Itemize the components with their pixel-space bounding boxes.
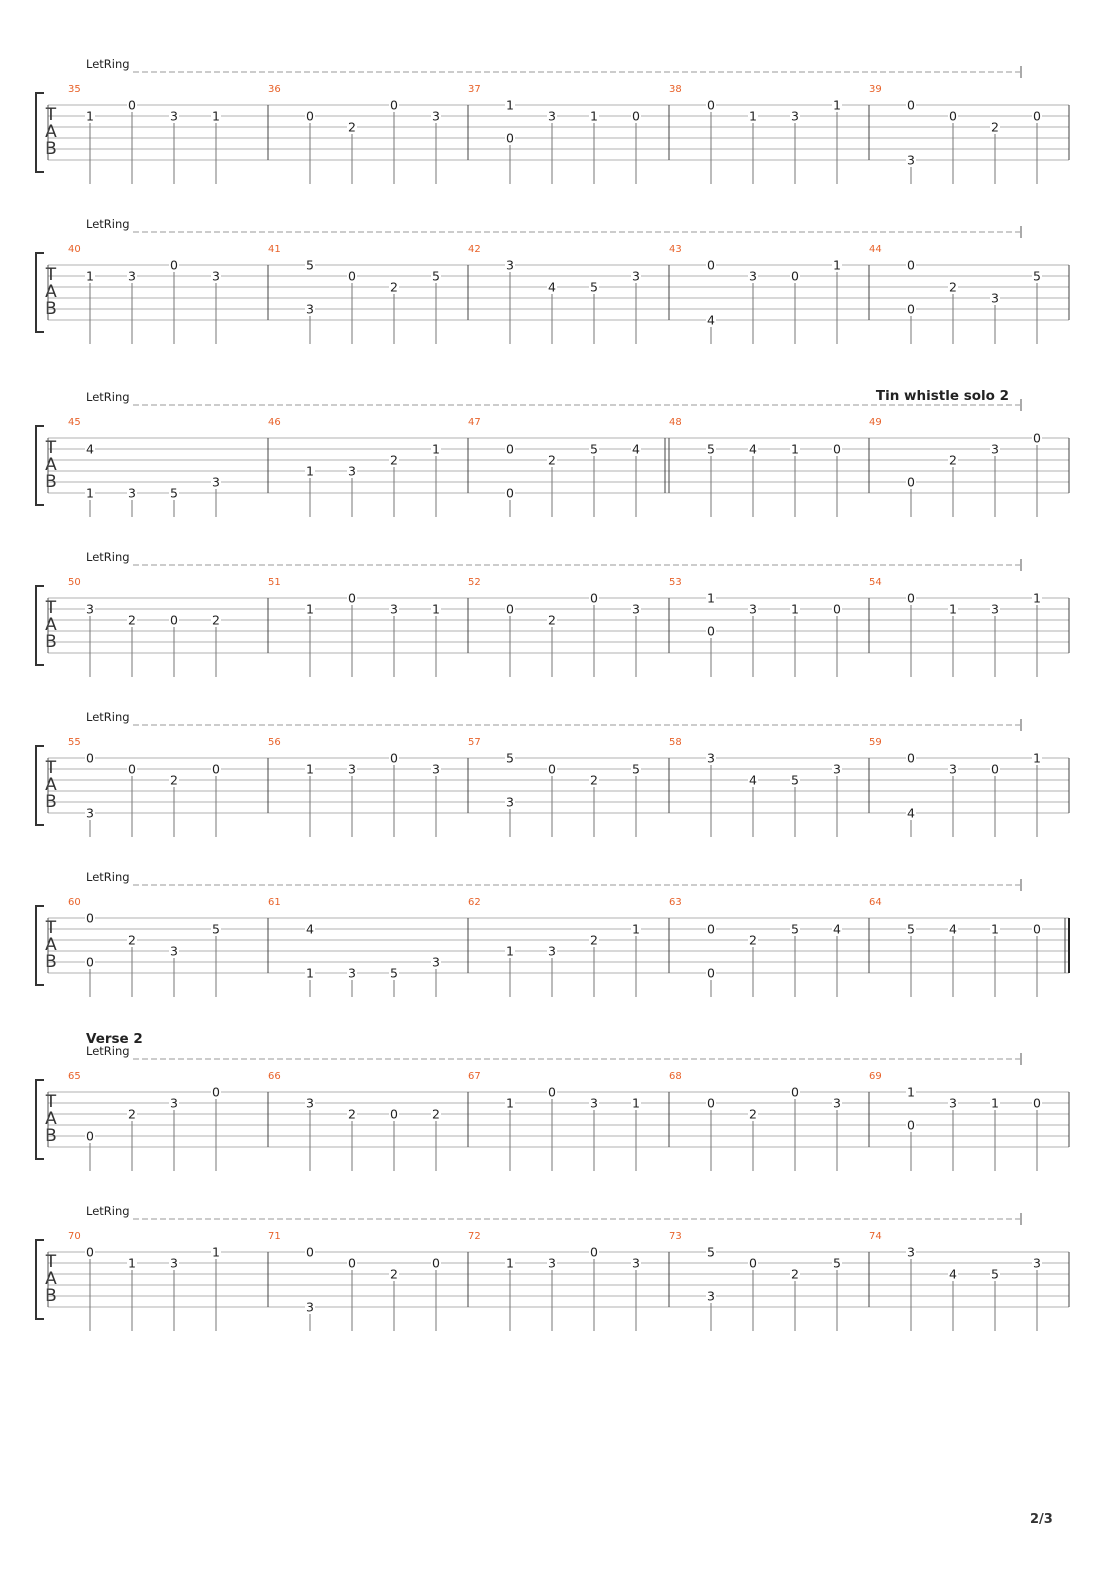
tab-clef-letter: T [45,438,57,458]
measure-number: 45 [68,417,81,428]
fret-number: 1 [991,1095,999,1111]
fret-number: 1 [749,108,757,124]
fret-number: 3 [632,268,640,284]
fret-number: 3 [707,1288,715,1304]
fret-number: 0 [791,1084,799,1100]
fret-number: 2 [170,772,178,788]
staff-brace [36,93,44,172]
fret-number: 0 [86,1128,94,1144]
fret-number: 1 [86,108,94,124]
fret-number: 5 [590,441,598,457]
measure-number: 53 [669,577,682,588]
fret-number: 4 [749,441,757,457]
fret-number: 2 [432,1106,440,1122]
fret-number: 0 [348,590,356,606]
measure-number: 37 [468,84,481,95]
fret-number: 0 [991,761,999,777]
fret-number: 2 [749,932,757,948]
tab-clef-letter: B [45,1126,57,1146]
measure-number: 70 [68,1231,81,1242]
tab-clef-letter: T [45,1092,57,1112]
fret-number: 1 [506,1255,514,1271]
fret-number: 0 [791,268,799,284]
fret-number: 3 [791,108,799,124]
measure-number: 59 [869,737,882,748]
fret-number: 1 [949,601,957,617]
staff-brace [36,1240,44,1319]
tab-clef-letter: A [45,775,57,795]
staff-brace [36,906,44,985]
fret-number: 5 [907,921,915,937]
measure-number: 44 [869,244,882,255]
fret-number: 1 [506,97,514,113]
fret-number: 0 [86,1244,94,1260]
fret-number: 1 [707,590,715,606]
tab-clef-letter: B [45,632,57,652]
measure-number: 72 [468,1231,481,1242]
measure-number: 51 [268,577,281,588]
fret-number: 3 [833,1095,841,1111]
tab-clef-letter: A [45,935,57,955]
fret-number: 1 [506,943,514,959]
tab-clef-letter: B [45,1286,57,1306]
tab-clef-letter: B [45,472,57,492]
tab-clef-letter: T [45,265,57,285]
fret-number: 0 [86,954,94,970]
fret-number: 2 [548,452,556,468]
measure-number: 54 [869,577,882,588]
measure-number: 52 [468,577,481,588]
fret-number: 3 [432,761,440,777]
let-ring-label: LetRing [86,217,130,231]
measure-number: 42 [468,244,481,255]
fret-number: 0 [707,921,715,937]
fret-number: 1 [86,485,94,501]
fret-number: 2 [348,1106,356,1122]
measure-number: 48 [669,417,682,428]
fret-number: 0 [128,761,136,777]
fret-number: 3 [390,601,398,617]
fret-number: 0 [432,1255,440,1271]
fret-number: 2 [128,932,136,948]
fret-number: 3 [749,268,757,284]
measure-number: 56 [268,737,281,748]
fret-number: 0 [707,257,715,273]
fret-number: 3 [170,1095,178,1111]
measure-number: 65 [68,1071,81,1082]
fret-number: 1 [907,1084,915,1100]
fret-number: 3 [348,965,356,981]
fret-number: 3 [128,268,136,284]
measure-number: 60 [68,897,81,908]
fret-number: 2 [991,119,999,135]
measure-number: 40 [68,244,81,255]
fret-number: 5 [170,485,178,501]
fret-number: 0 [949,108,957,124]
fret-number: 5 [632,761,640,777]
tab-clef-letter: A [45,455,57,475]
fret-number: 0 [707,965,715,981]
fret-number: 1 [306,463,314,479]
fret-number: 4 [306,921,314,937]
page-number: 2/3 [1030,1512,1053,1527]
staff-brace [36,586,44,665]
fret-number: 2 [949,452,957,468]
measure-number: 66 [268,1071,281,1082]
fret-number: 3 [749,601,757,617]
measure-number: 38 [669,84,682,95]
fret-number: 5 [791,772,799,788]
fret-number: 3 [306,301,314,317]
let-ring-label: LetRing [86,710,130,724]
fret-number: 2 [791,1266,799,1282]
fret-number: 0 [907,97,915,113]
fret-number: 2 [548,612,556,628]
fret-number: 3 [86,805,94,821]
fret-number: 0 [390,750,398,766]
fret-number: 2 [749,1106,757,1122]
measure-number: 35 [68,84,81,95]
fret-number: 4 [707,312,715,328]
fret-number: 4 [907,805,915,821]
measure-number: 57 [468,737,481,748]
fret-number: 0 [749,1255,757,1271]
fret-number: 0 [86,910,94,926]
measure-number: 61 [268,897,281,908]
measure-number: 46 [268,417,281,428]
fret-number: 3 [170,1255,178,1271]
fret-number: 0 [86,750,94,766]
fret-number: 0 [128,97,136,113]
measure-number: 71 [268,1231,281,1242]
fret-number: 4 [548,279,556,295]
fret-number: 0 [348,1255,356,1271]
fret-number: 0 [707,623,715,639]
fret-number: 0 [907,590,915,606]
tab-clef-letter: B [45,952,57,972]
fret-number: 4 [632,441,640,457]
fret-number: 3 [212,474,220,490]
fret-number: 5 [506,750,514,766]
fret-number: 0 [348,268,356,284]
fret-number: 1 [306,761,314,777]
measure-number: 55 [68,737,81,748]
fret-number: 4 [949,921,957,937]
fret-number: 2 [390,452,398,468]
fret-number: 1 [632,921,640,937]
fret-number: 1 [791,441,799,457]
fret-number: 3 [128,485,136,501]
fret-number: 0 [833,441,841,457]
fret-number: 2 [390,279,398,295]
staff-brace [36,1080,44,1159]
fret-number: 3 [632,601,640,617]
tab-clef-letter: T [45,1252,57,1272]
fret-number: 2 [590,772,598,788]
fret-number: 0 [306,108,314,124]
fret-number: 1 [833,257,841,273]
fret-number: 0 [590,1244,598,1260]
measure-number: 43 [669,244,682,255]
fret-number: 5 [833,1255,841,1271]
fret-number: 3 [86,601,94,617]
tab-clef-letter: T [45,598,57,618]
fret-number: 2 [390,1266,398,1282]
fret-number: 3 [707,750,715,766]
fret-number: 3 [991,601,999,617]
fret-number: 3 [991,441,999,457]
staff-brace [36,746,44,825]
staff-brace [36,253,44,332]
measure-number: 36 [268,84,281,95]
fret-number: 0 [506,601,514,617]
measure-number: 41 [268,244,281,255]
fret-number: 1 [991,921,999,937]
fret-number: 3 [590,1095,598,1111]
fret-number: 0 [907,750,915,766]
fret-number: 3 [306,1095,314,1111]
fret-number: 3 [212,268,220,284]
measure-number: 63 [669,897,682,908]
measure-number: 50 [68,577,81,588]
fret-number: 0 [707,97,715,113]
fret-number: 0 [390,97,398,113]
fret-number: 1 [1033,590,1041,606]
fret-number: 0 [1033,1095,1041,1111]
fret-number: 0 [590,590,598,606]
fret-number: 0 [833,601,841,617]
fret-number: 5 [707,441,715,457]
measure-number: 47 [468,417,481,428]
fret-number: 3 [907,152,915,168]
fret-number: 3 [548,108,556,124]
fret-number: 3 [949,1095,957,1111]
fret-number: 2 [590,932,598,948]
fret-number: 1 [791,601,799,617]
fret-number: 2 [949,279,957,295]
fret-number: 1 [212,1244,220,1260]
fret-number: 5 [306,257,314,273]
fret-number: 5 [390,965,398,981]
tab-clef-letter: A [45,282,57,302]
measure-number: 58 [669,737,682,748]
staff-brace [36,426,44,505]
tab-clef-letter: A [45,1109,57,1129]
measure-number: 67 [468,1071,481,1082]
fret-number: 0 [548,761,556,777]
fret-number: 3 [432,108,440,124]
fret-number: 0 [506,441,514,457]
fret-number: 0 [707,1095,715,1111]
fret-number: 3 [432,954,440,970]
measure-number: 68 [669,1071,682,1082]
fret-number: 2 [212,612,220,628]
fret-number: 3 [833,761,841,777]
fret-number: 3 [907,1244,915,1260]
fret-number: 3 [506,257,514,273]
let-ring-label: LetRing [86,1204,130,1218]
measure-number: 62 [468,897,481,908]
fret-number: 3 [949,761,957,777]
fret-number: 3 [1033,1255,1041,1271]
fret-number: 5 [1033,268,1041,284]
fret-number: 0 [907,257,915,273]
let-ring-label: LetRing [86,390,130,404]
fret-number: 1 [632,1095,640,1111]
measure-number: 49 [869,417,882,428]
fret-number: 1 [432,441,440,457]
fret-number: 0 [390,1106,398,1122]
fret-number: 3 [632,1255,640,1271]
measure-number: 73 [669,1231,682,1242]
fret-number: 5 [707,1244,715,1260]
fret-number: 5 [791,921,799,937]
tab-clef-letter: A [45,122,57,142]
fret-number: 0 [907,301,915,317]
section-label: Tin whistle solo 2 [875,388,1009,404]
fret-number: 5 [991,1266,999,1282]
fret-number: 0 [212,1084,220,1100]
tab-clef-letter: A [45,615,57,635]
fret-number: 2 [128,1106,136,1122]
fret-number: 4 [749,772,757,788]
fret-number: 3 [348,761,356,777]
fret-number: 3 [348,463,356,479]
measure-number: 69 [869,1071,882,1082]
fret-number: 1 [506,1095,514,1111]
fret-number: 1 [212,108,220,124]
fret-number: 0 [170,612,178,628]
fret-number: 3 [506,794,514,810]
fret-number: 1 [833,97,841,113]
fret-number: 1 [306,601,314,617]
tab-clef-letter: T [45,105,57,125]
fret-number: 1 [128,1255,136,1271]
tab-clef-letter: B [45,139,57,159]
section-label: Verse 2 [86,1031,143,1047]
measure-number: 74 [869,1231,882,1242]
fret-number: 2 [128,612,136,628]
let-ring-label: LetRing [86,57,130,71]
fret-number: 4 [949,1266,957,1282]
fret-number: 0 [632,108,640,124]
fret-number: 0 [1033,430,1041,446]
fret-number: 4 [833,921,841,937]
fret-number: 0 [907,474,915,490]
fret-number: 2 [348,119,356,135]
fret-number: 3 [170,943,178,959]
let-ring-label: LetRing [86,550,130,564]
fret-number: 1 [306,965,314,981]
tab-clef-letter: B [45,299,57,319]
fret-number: 3 [991,290,999,306]
let-ring-label: LetRing [86,1044,130,1058]
fret-number: 1 [1033,750,1041,766]
tab-clef-letter: A [45,1269,57,1289]
fret-number: 0 [1033,921,1041,937]
fret-number: 1 [590,108,598,124]
fret-number: 0 [506,485,514,501]
let-ring-label: LetRing [86,870,130,884]
measure-number: 39 [869,84,882,95]
tab-clef-letter: T [45,758,57,778]
fret-number: 0 [907,1117,915,1133]
tab-clef-letter: B [45,792,57,812]
fret-number: 5 [212,921,220,937]
measure-number: 64 [869,897,882,908]
fret-number: 0 [306,1244,314,1260]
fret-number: 5 [590,279,598,295]
fret-number: 0 [170,257,178,273]
fret-number: 3 [170,108,178,124]
fret-number: 5 [432,268,440,284]
fret-number: 0 [1033,108,1041,124]
fret-number: 3 [548,943,556,959]
fret-number: 3 [306,1299,314,1315]
fret-number: 0 [506,130,514,146]
fret-number: 0 [548,1084,556,1100]
fret-number: 3 [548,1255,556,1271]
tab-clef-letter: T [45,918,57,938]
fret-number: 0 [212,761,220,777]
fret-number: 1 [86,268,94,284]
fret-number: 4 [86,441,94,457]
fret-number: 1 [432,601,440,617]
